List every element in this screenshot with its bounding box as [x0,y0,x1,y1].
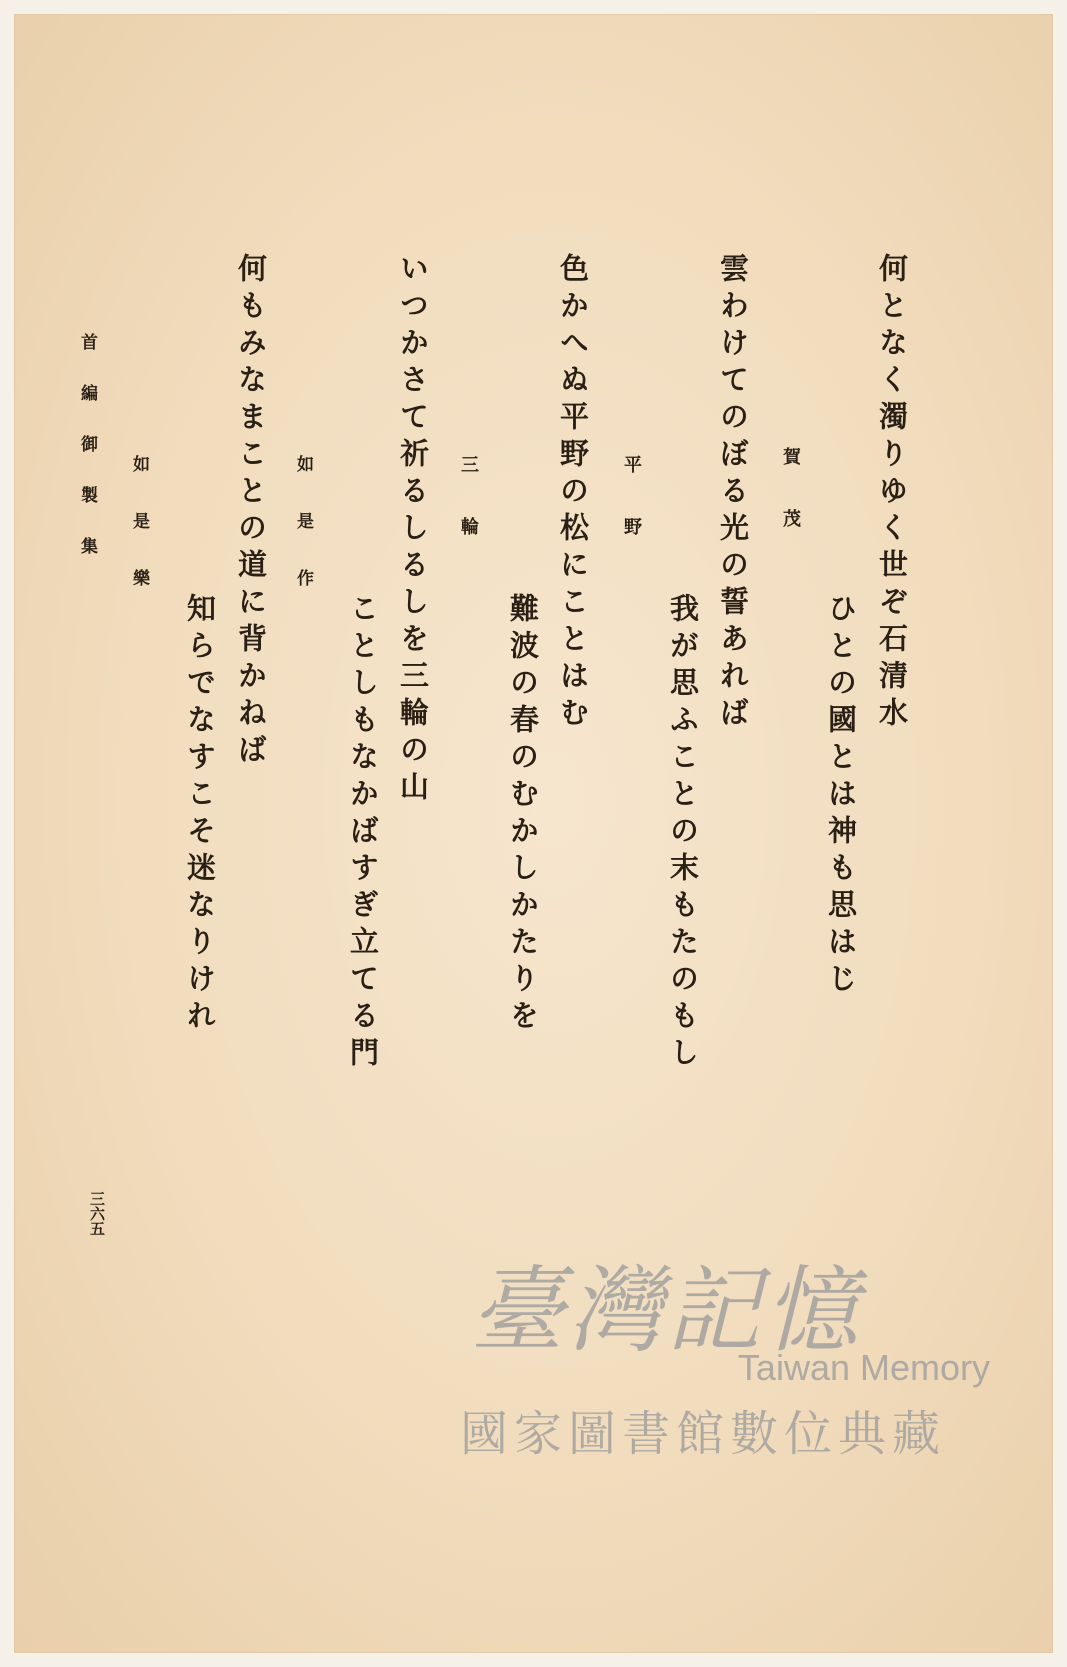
verse-line-6: 難波の春のむかしかたりを [506,593,540,1037]
page-number: 三六五 [88,1191,106,1236]
verse-line-1: 何となく濁りゆく世ぞ石清水 [875,253,909,734]
watermark-english: Taiwan Memory [737,1347,990,1388]
poem-title-miwa: 三輪 [458,455,479,579]
taiwan-memory-watermark [460,1235,1030,1535]
verse-line-5: 色かへぬ平野の松にことはむ [556,253,590,734]
verse-line-9: 何もみなまことの道に背かねば [234,253,268,771]
watermark-title: 臺灣記憶 [470,1257,863,1366]
verse-line-10: 知らでなすこそ迷なりけれ [183,593,217,1037]
verse-line-3: 雲わけてのぼる光の誓あれば [716,253,750,734]
watermark-subtitle: 國家圖書館數位典藏 [460,1406,947,1462]
poem-title-nyozeraku: 如是樂 [129,455,149,626]
collection-title: 首編御製集 [77,333,97,588]
verse-line-8: ことしもなかばすぎ立てる門 [346,593,380,1074]
verse-line-7: いつかさて祈るしるしを三輪の山 [396,253,430,808]
verse-line-4: 我が思ふことの末もたのもし [666,593,700,1074]
poem-title-nyozesa: 如是作 [293,455,313,626]
poem-title-hirano: 平野 [621,455,642,579]
verse-line-2: ひとの國とは神も思はじ [824,593,858,1000]
poem-title-kamo: 賀茂 [780,447,801,571]
